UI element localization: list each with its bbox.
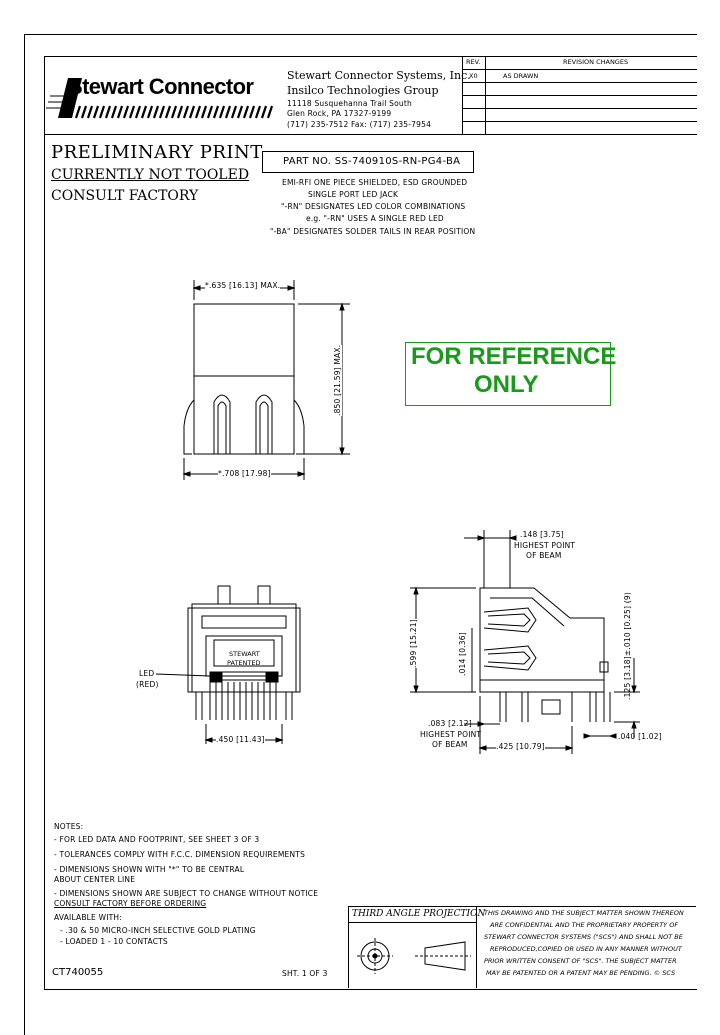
dim-led-gap: .014 [0.36] <box>458 632 467 676</box>
document-number: CT740055 <box>52 967 104 978</box>
legal-line: REPRODUCED,COPIED OR USED IN ANY MANNER WITHOUT <box>490 945 682 953</box>
status-not-tooled: CURRENTLY NOT TOOLED <box>51 167 250 183</box>
sheet-number: SHT. 1 OF 3 <box>282 969 328 978</box>
dim-beam-top-3: OF BEAM <box>526 551 562 560</box>
company-address-2: Glen Rock, PA 17327-9199 <box>287 109 392 118</box>
led-color-label: (RED) <box>136 680 159 689</box>
company-phone: (717) 235-7512 Fax: (717) 235-7954 <box>287 120 432 129</box>
dim-beam-bottom-3: OF BEAM <box>432 740 468 749</box>
legal-line: STEWART CONNECTOR SYSTEMS ("SCS") AND SHALL NOT BE <box>484 933 683 941</box>
third-angle-projection-icon <box>355 932 473 982</box>
dim-front-width: .450 [11.43] <box>216 735 265 744</box>
patent-label-2: PATENTED <box>227 659 261 667</box>
legal-line: PRIOR WRITTEN CONSENT OF "SCS". THE SUBJECT MATTER <box>484 957 677 965</box>
company-logo <box>46 70 282 126</box>
part-number: PART NO. SS-740910S-RN-PG4-BA <box>283 156 461 167</box>
notes-header: NOTES: <box>54 822 84 831</box>
dim-height: .850 [21.59] MAX. <box>333 344 342 416</box>
status-consult: CONSULT FACTORY <box>51 188 199 204</box>
dim-beam-bottom: .083 [2.12] <box>428 719 472 728</box>
available-item: - .30 & 50 MICRO-INCH SELECTIVE GOLD PLATING <box>60 926 256 935</box>
logo-text: Stewart Connector <box>68 74 254 99</box>
dim-top-width: *.635 [16.13] MAX. <box>205 281 281 290</box>
status-preliminary: PRELIMINARY PRINT <box>51 142 263 163</box>
dim-beam-top: .148 [3.75] <box>520 530 564 539</box>
legal-line: ARE CONFIDENTIAL AND THE PROPRIETARY PROPERTY OF <box>490 921 679 929</box>
dim-depth: .425 [10.79] <box>496 742 545 751</box>
company-name: Stewart Connector Systems, Inc. <box>287 69 471 82</box>
patent-label-1: STEWART <box>229 650 260 658</box>
available-item: - LOADED 1 - 10 CONTACTS <box>60 937 168 946</box>
note-item: ABOUT CENTER LINE <box>54 875 136 884</box>
dim-tail-length: .125 [3.18]±.010 [0.25] (9) <box>623 592 632 700</box>
rev-header: REV. <box>466 58 481 66</box>
legal-line: MAY BE PATENTED OR A PATENT MAY BE PENDING. © SCS <box>486 969 676 977</box>
part-desc-5: "-BA" DESIGNATES SOLDER TAILS IN REAR POSITION <box>270 227 476 236</box>
dim-beam-top-2: HIGHEST POINT <box>514 541 576 550</box>
note-item: - DIMENSIONS SHOWN ARE SUBJECT TO CHANGE WITHOUT NOTICE <box>54 889 319 898</box>
dim-pin-diameter: .040 [1.02] <box>618 732 662 741</box>
part-desc-4: e.g. "-RN" USES A SINGLE RED LED <box>306 214 444 223</box>
company-address-1: 11118 Susquehanna Trail South <box>287 99 412 108</box>
note-item: - DIMENSIONS SHOWN WITH "*" TO BE CENTRAL <box>54 865 245 874</box>
led-label: LED <box>139 669 155 678</box>
note-item: - FOR LED DATA AND FOOTPRINT, SEE SHEET 3 OF 3 <box>54 835 260 844</box>
rev-cell: X0 <box>469 72 478 80</box>
part-desc-1: EMI-RFI ONE PIECE SHIELDED, ESD GROUNDED <box>282 178 468 187</box>
note-item: - TOLERANCES COMPLY WITH F.C.C. DIMENSION REQUIREMENTS <box>54 850 306 859</box>
legal-line: THIS DRAWING AND THE SUBJECT MATTER SHOWN THEREON <box>484 909 684 917</box>
revision-table <box>462 56 697 135</box>
dim-bottom-width: *.708 [17.98] <box>218 469 271 478</box>
stamp-line-2: ONLY <box>474 371 539 398</box>
note-item: CONSULT FACTORY BEFORE ORDERING <box>54 899 207 908</box>
projection-label: THIRD ANGLE PROJECTION <box>352 909 486 919</box>
stamp-line-1: FOR REFERENCE <box>411 343 617 370</box>
dim-beam-bottom-2: HIGHEST POINT <box>420 730 482 739</box>
dim-side-height: .599 [15.21] <box>409 619 418 668</box>
part-desc-2: SINGLE PORT LED JACK <box>308 190 399 199</box>
company-group: Insilco Technologies Group <box>287 84 439 97</box>
part-desc-3: "-RN" DESIGNATES LED COLOR COMBINATIONS <box>281 202 466 211</box>
available-header: AVAILABLE WITH: <box>54 913 122 922</box>
revision-changes-header: REVISION CHANGES <box>563 58 629 66</box>
rev-change-cell: AS DRAWN <box>503 72 539 80</box>
